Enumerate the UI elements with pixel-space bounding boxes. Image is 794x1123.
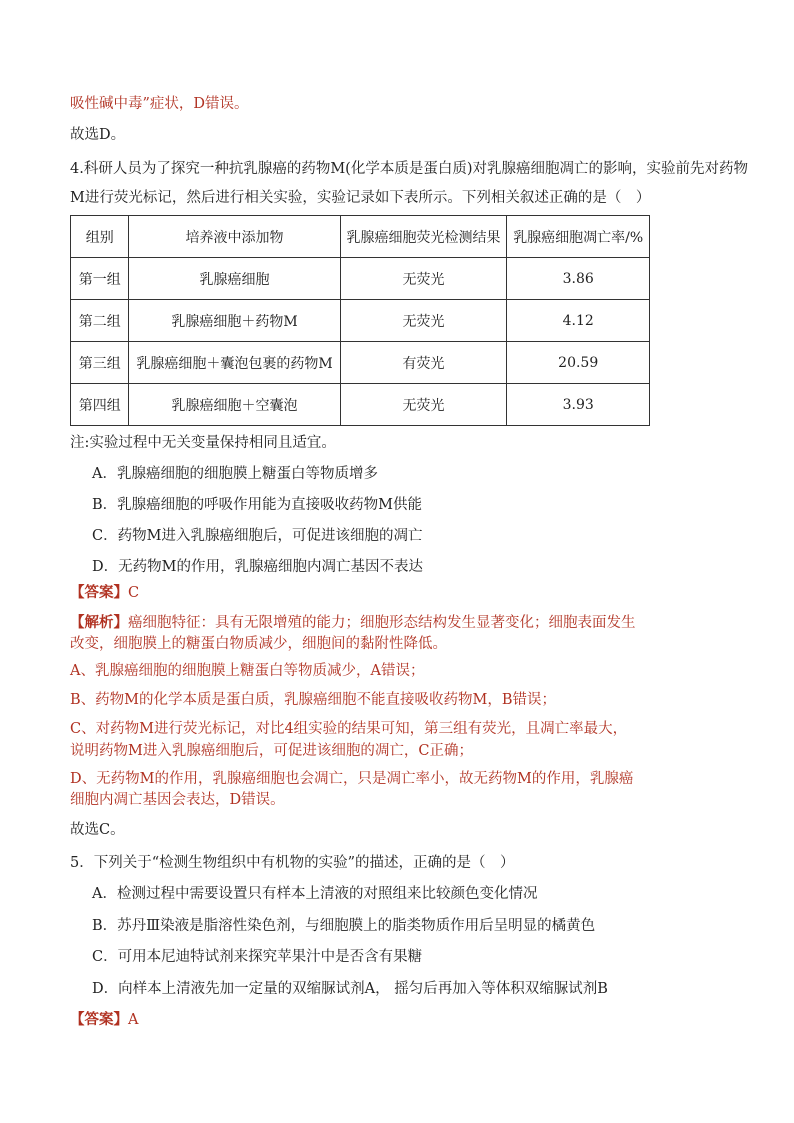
table-cell: 第一组 <box>71 258 129 300</box>
q4-conclusion: 故选C。 <box>70 822 125 838</box>
table-cell: 乳腺癌细胞＋空囊泡 <box>129 384 340 426</box>
q4-stem-line2: M进行荧光标记，然后进行相关实验，实验记录如下表所示。下列相关叙述正确的是（ ） <box>70 190 651 206</box>
q4-note: 注:实验过程中无关变量保持相同且适宜。 <box>70 435 336 451</box>
q4-stem-line1: 4.科研人员为了探究一种抗乳腺癌的药物M(化学本质是蛋白质)对乳腺癌细胞凋亡的影响，实验前先对药物 <box>70 161 748 177</box>
table-cell: 无荧光 <box>340 384 507 426</box>
q5-answer <box>70 1010 138 1030</box>
table-cell: 无荧光 <box>340 300 507 342</box>
q4-option-d: D．无药物M的作用，乳腺癌细胞内凋亡基因不表达 <box>92 559 423 575</box>
experiment-table <box>70 215 650 426</box>
analysis-text: 癌细胞特征：具有无限增殖的能力；细胞形态结构发生显著变化；细胞表面发生 <box>128 615 636 631</box>
table-header-cell: 组别 <box>71 216 129 258</box>
table-cell: 第四组 <box>71 384 129 426</box>
table-header-cell: 乳腺癌细胞荧光检测结果 <box>340 216 507 258</box>
q4-analysis-a: A、乳腺癌细胞的细胞膜上糖蛋白等物质减少，A错误； <box>70 663 425 679</box>
answer-value: C <box>128 585 140 601</box>
table-row <box>71 300 650 342</box>
q5-option-c: C．可用本尼迪特试剂来探究苹果汁中是否含有果糖 <box>92 949 423 965</box>
q4-analysis-line2: 改变，细胞膜上的糖蛋白物质减少，细胞间的黏附性降低。 <box>70 636 447 652</box>
table-header-row <box>71 216 650 258</box>
table-row <box>71 384 650 426</box>
table-header-cell: 培养液中添加物 <box>129 216 340 258</box>
answer-value: A <box>128 1012 139 1028</box>
q4-analysis-line1 <box>70 613 636 633</box>
q4-option-b: B．乳腺癌细胞的呼吸作用能为直接吸收药物M供能 <box>92 497 423 513</box>
table-cell: 无荧光 <box>340 258 507 300</box>
q5-option-d: D．向样本上清液先加一定量的双缩脲试剂A， 摇匀后再加入等体积双缩脲试剂B <box>92 981 608 997</box>
q4-option-c: C．药物M进入乳腺癌细胞后，可促进该细胞的凋亡 <box>92 528 423 544</box>
table-cell: 3.86 <box>507 258 650 300</box>
q4-analysis-d-line1: D、无药物M的作用，乳腺癌细胞也会凋亡，只是凋亡率小，故无药物M的作用，乳腺癌 <box>70 771 634 787</box>
answer-tag: 【答案】 <box>70 584 128 601</box>
table-cell: 乳腺癌细胞 <box>129 258 340 300</box>
q4-analysis-b: B、药物M的化学本质是蛋白质，乳腺癌细胞不能直接吸收药物M，B错误； <box>70 692 557 708</box>
table-cell: 有荧光 <box>340 342 507 384</box>
table-cell: 乳腺癌细胞＋囊泡包裹的药物M <box>129 342 340 384</box>
q5-option-b: B．苏丹Ⅲ染液是脂溶性染色剂，与细胞膜上的脂类物质作用后呈明显的橘黄色 <box>92 918 596 934</box>
q4-answer <box>70 583 139 603</box>
q4-option-a: A．乳腺癌细胞的细胞膜上糖蛋白等物质增多 <box>92 466 378 482</box>
analysis-tag: 【解析】 <box>70 614 128 631</box>
q4-analysis-c-line1: C、对药物M进行荧光标记，对比4组实验的结果可知，第三组有荧光，且凋亡率最大， <box>70 721 628 737</box>
q4-analysis-d-line2: 细胞内凋亡基因会表达，D错误。 <box>70 792 285 808</box>
table-cell: 20.59 <box>507 342 650 384</box>
q5-stem: 5．下列关于“检测生物组织中有机物的实验”的描述，正确的是（ ） <box>70 855 515 871</box>
answer-tag: 【答案】 <box>70 1011 128 1028</box>
table-row <box>71 342 650 384</box>
q4-analysis-c-line2: 说明药物M进入乳腺癌细胞后，可促进该细胞的凋亡，C正确； <box>70 743 473 759</box>
table-header-cell: 乳腺癌细胞凋亡率/% <box>507 216 650 258</box>
table-cell: 4.12 <box>507 300 650 342</box>
prev-conclusion: 故选D。 <box>70 127 126 143</box>
table-row <box>71 258 650 300</box>
prev-explanation-line: 吸性碱中毒”症状，D错误。 <box>70 96 249 112</box>
table-cell: 乳腺癌细胞＋药物M <box>129 300 340 342</box>
table-cell: 第三组 <box>71 342 129 384</box>
q5-option-a: A．检测过程中需要设置只有样本上清液的对照组来比较颜色变化情况 <box>92 886 538 902</box>
table-cell: 3.93 <box>507 384 650 426</box>
table-cell: 第二组 <box>71 300 129 342</box>
